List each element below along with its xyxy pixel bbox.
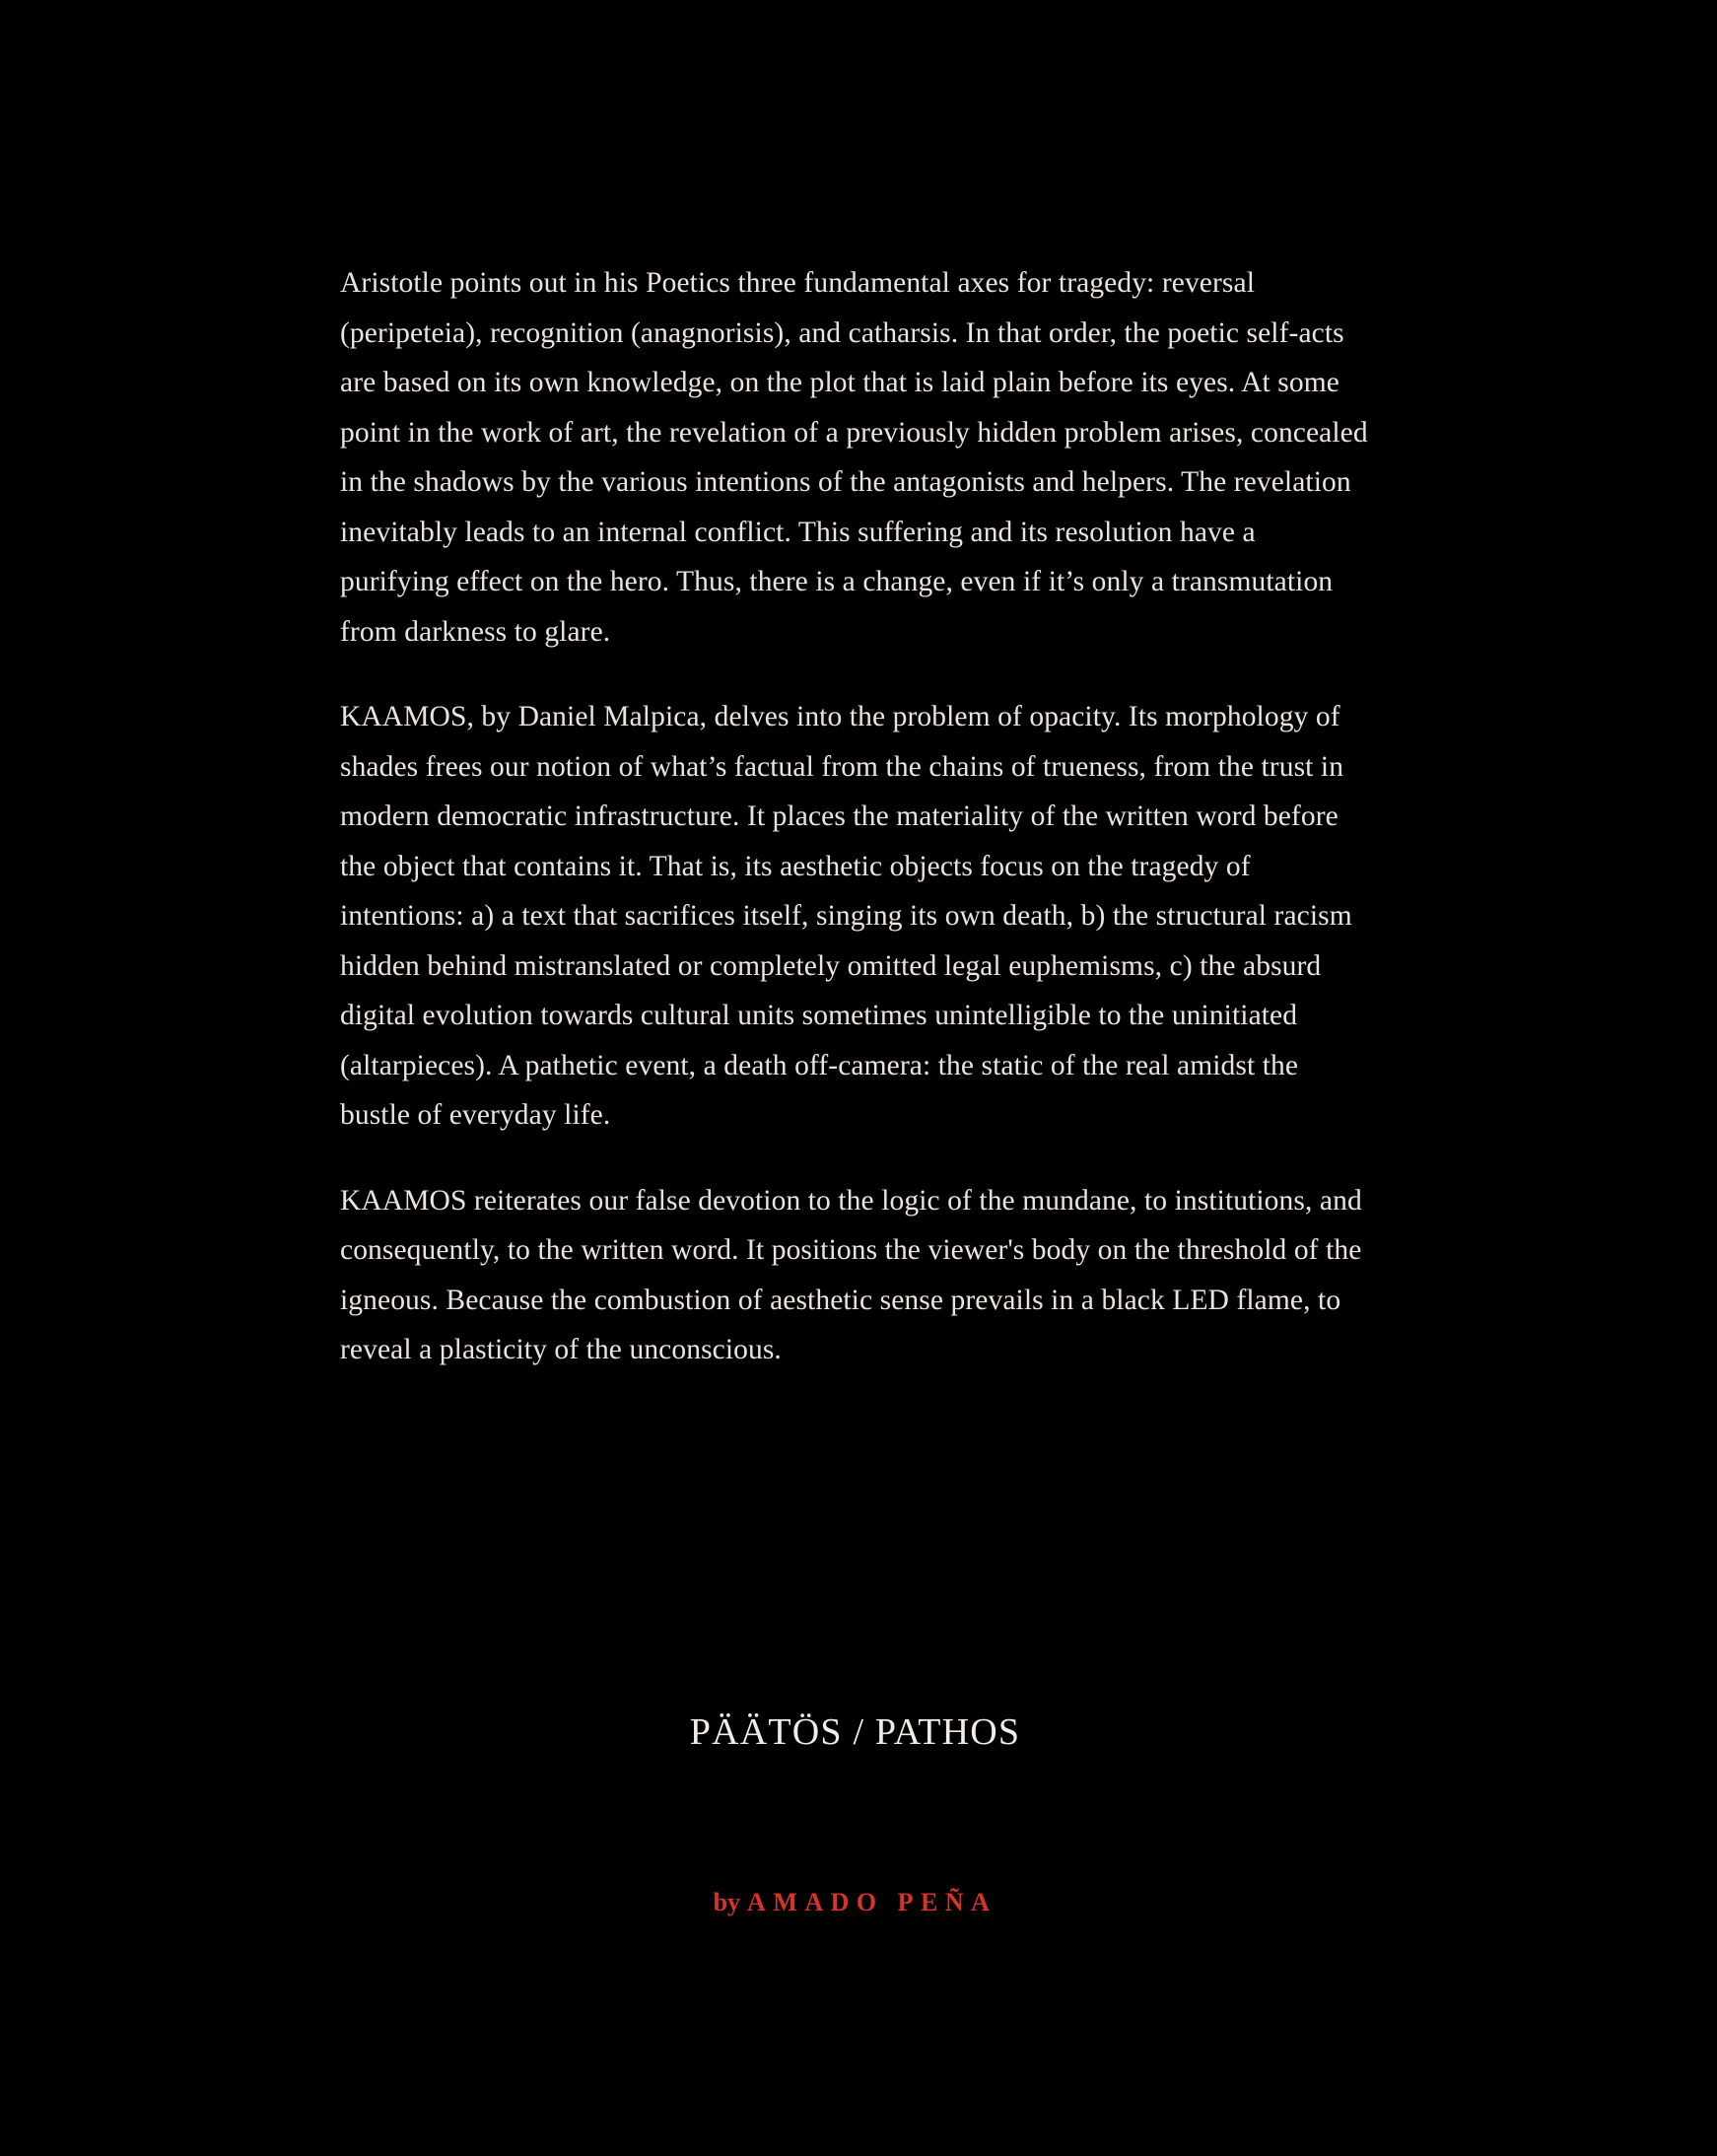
credit-author: AMADO PEÑA	[747, 1888, 997, 1916]
paragraph-2: KAAMOS, by Daniel Malpica, delves into the problem of opacity. Its morphology of shades frees our notion of what’s factual from the chains of trueness, from the trust in modern democratic infrastructure. It places the materiality of the written word before the object that contains it. That is, its aesthetic objects focus on the tragedy of intentions: a) a text that sacrifices itself, singing its own death, b) the structural racism hidden behind mistranslated or completely omitted legal euphemisms, c) the absurd digital evolution towards cultural units sometimes unintelligible to the uninitiated (altarpieces). A pathetic event, a death off-camera: the static of the real amidst the bustle of everyday life.	[340, 701, 1352, 1131]
credit-block	[340, 1888, 1370, 1917]
credit-line	[714, 1888, 997, 1916]
paragraph-1: Aristotle points out in his Poetics three fundamental axes for tragedy: reversal (peripeteia), recognition (anagnorisis), and catharsis. In that order, the poetic self-acts are based on its own knowledge, on the plot that is laid plain before its eyes. At some point in the work of art, the revelation of a previously hidden problem arises, concealed in the shadows by the various intentions of the antagonists and helpers. The revelation inevitably leads to an internal conflict. This suffering and its resolution have a purifying effect on the hero. Thus, there is a change, even if it’s only a transmutation from darkness to glare.	[340, 267, 1368, 648]
work-title-block	[340, 1710, 1370, 1754]
page-title: PÄÄTÖS / PATHOS	[689, 1711, 1021, 1753]
body-text-column	[340, 258, 1370, 1375]
credit-by-label: by	[713, 1888, 741, 1916]
paragraph-3: KAAMOS reiterates our false devotion to the logic of the mundane, to institutions, and consequently, to the written word. It positions the viewer's body on the threshold of the igneous. Because the combustion of aesthetic sense prevails in a black LED flame, to reveal a plasticity of the unconscious.	[340, 1184, 1362, 1365]
